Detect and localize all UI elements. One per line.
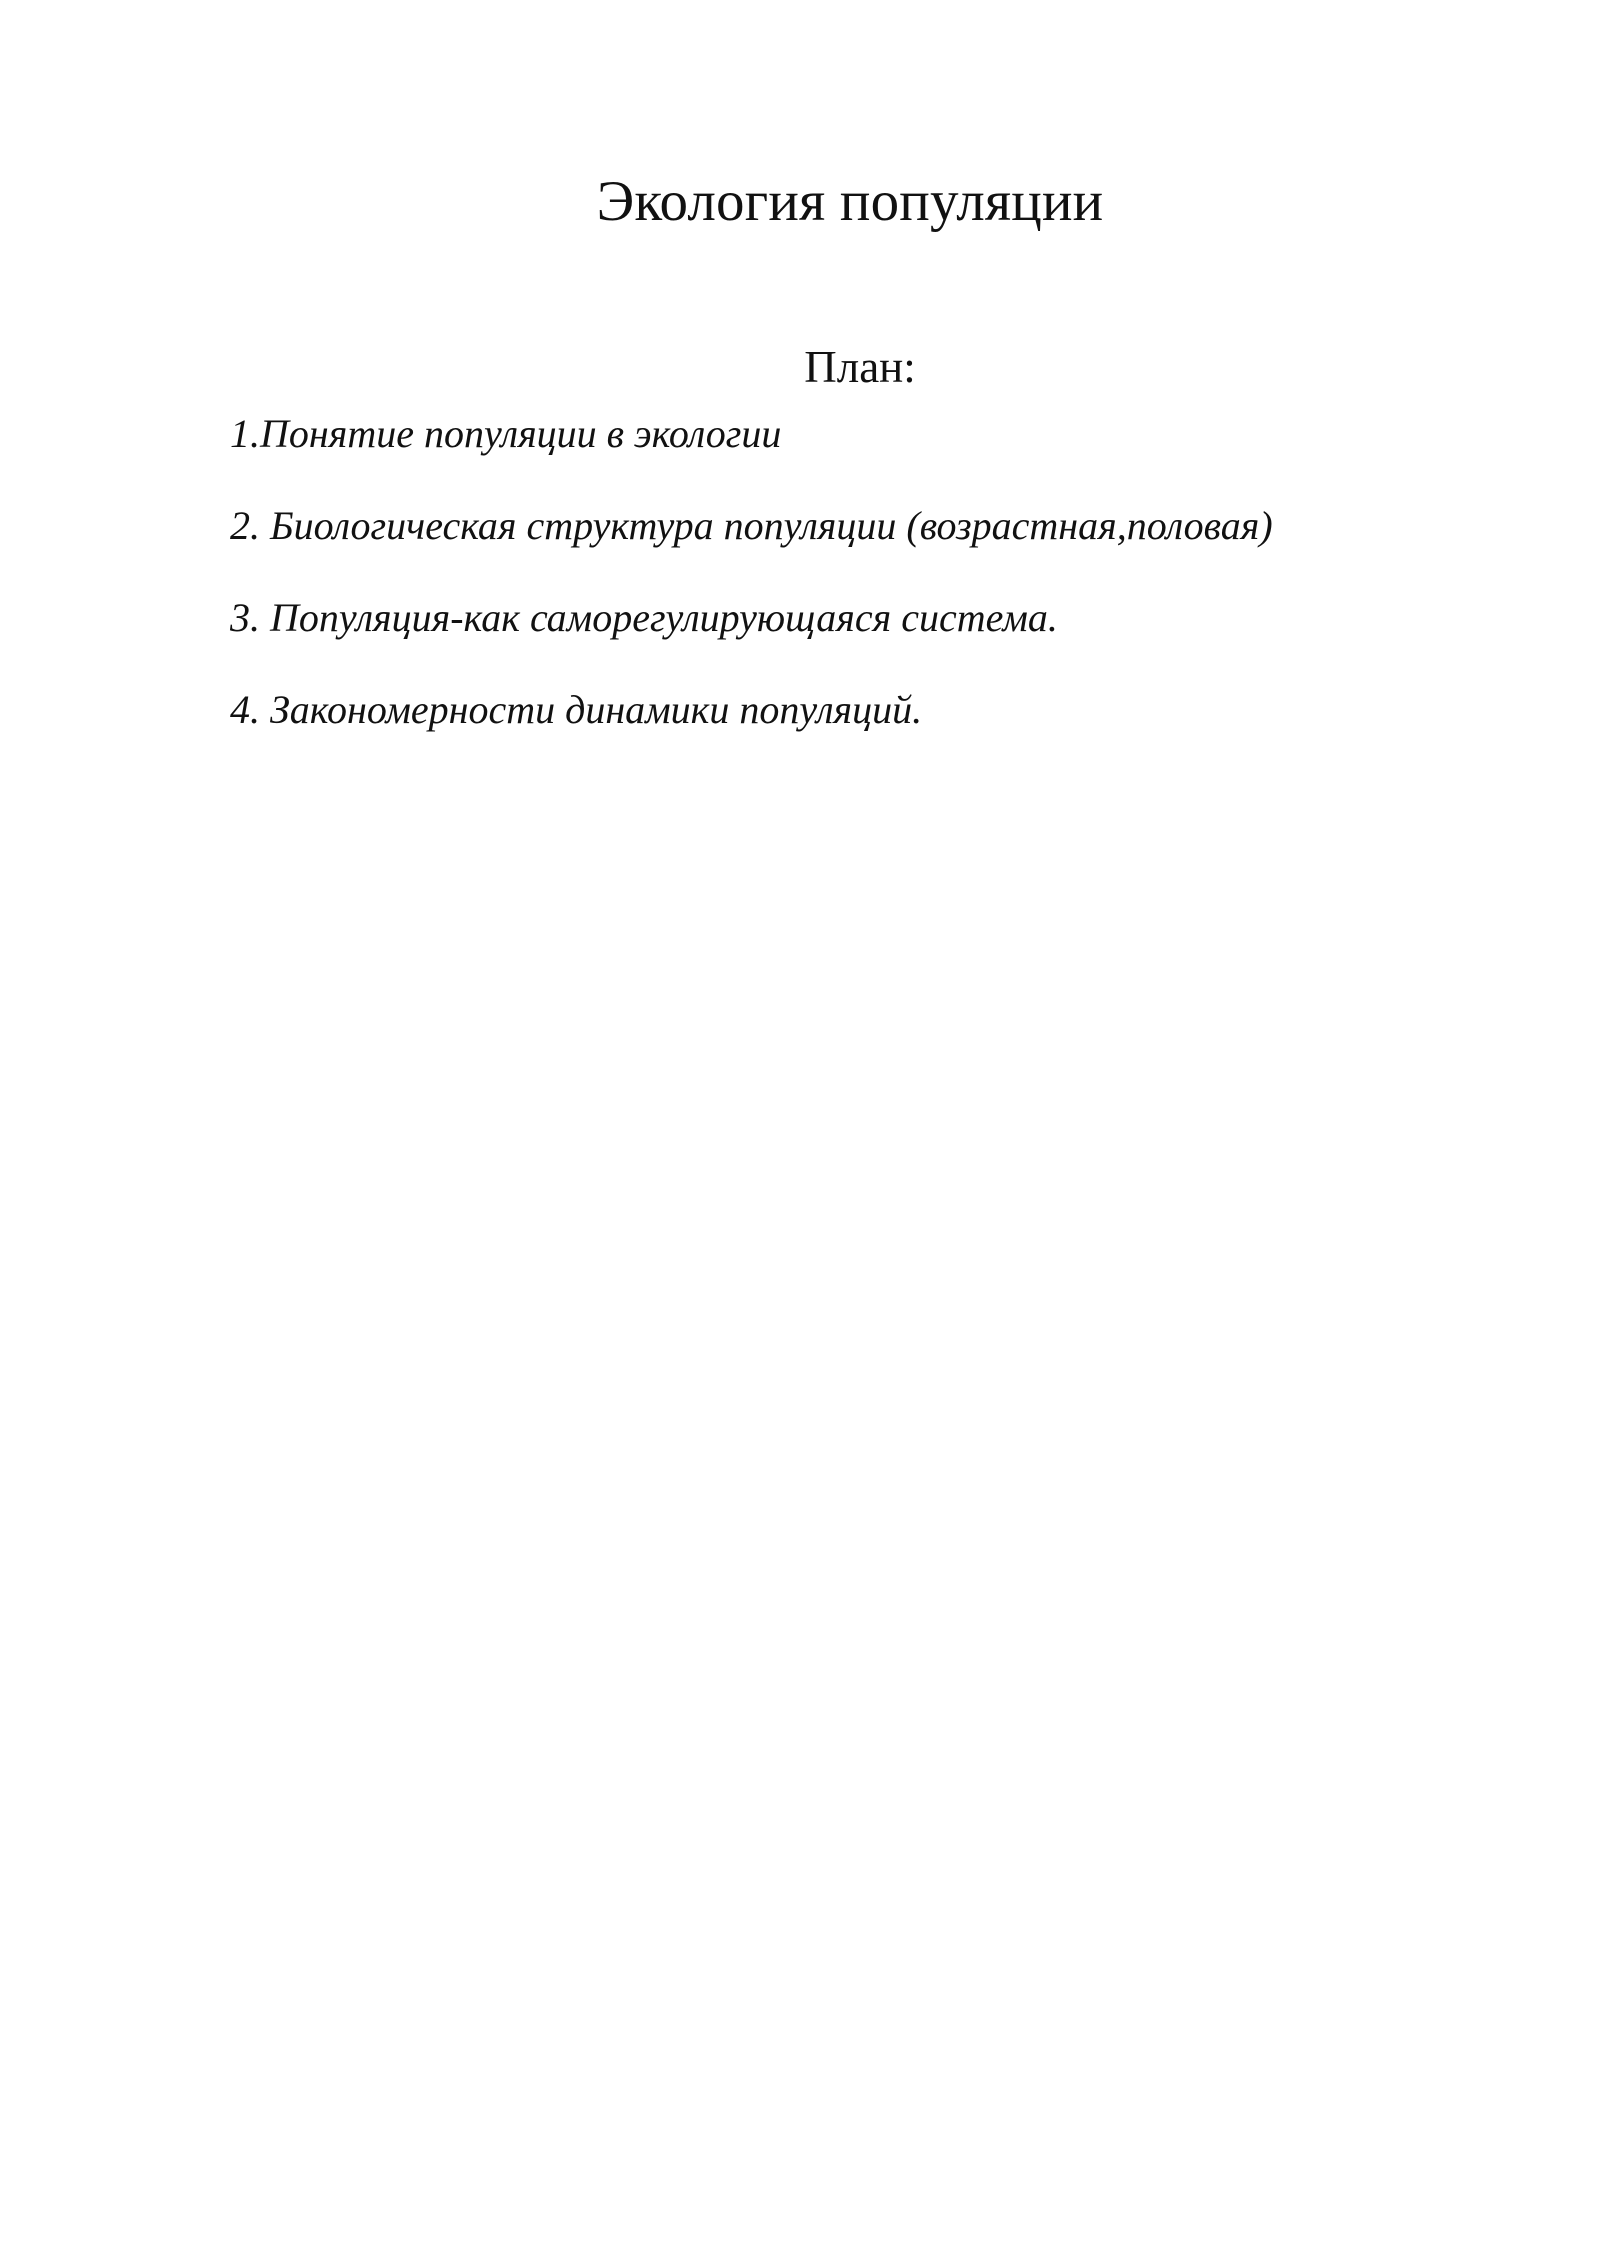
plan-item: 1.Понятие популяции в экологии bbox=[230, 411, 782, 456]
plan-item: 3. Популяция-как саморегулирующаяся система. bbox=[230, 595, 1058, 640]
plan-item: 4. Закономерности динамики популяций. bbox=[230, 687, 923, 732]
plan-list bbox=[230, 410, 1530, 778]
document-title: Экология популяции bbox=[596, 170, 1104, 233]
plan-item: 2. Биологическая структура популяции (возрастная,половая) bbox=[230, 503, 1273, 548]
plan-heading: План: bbox=[804, 342, 916, 392]
